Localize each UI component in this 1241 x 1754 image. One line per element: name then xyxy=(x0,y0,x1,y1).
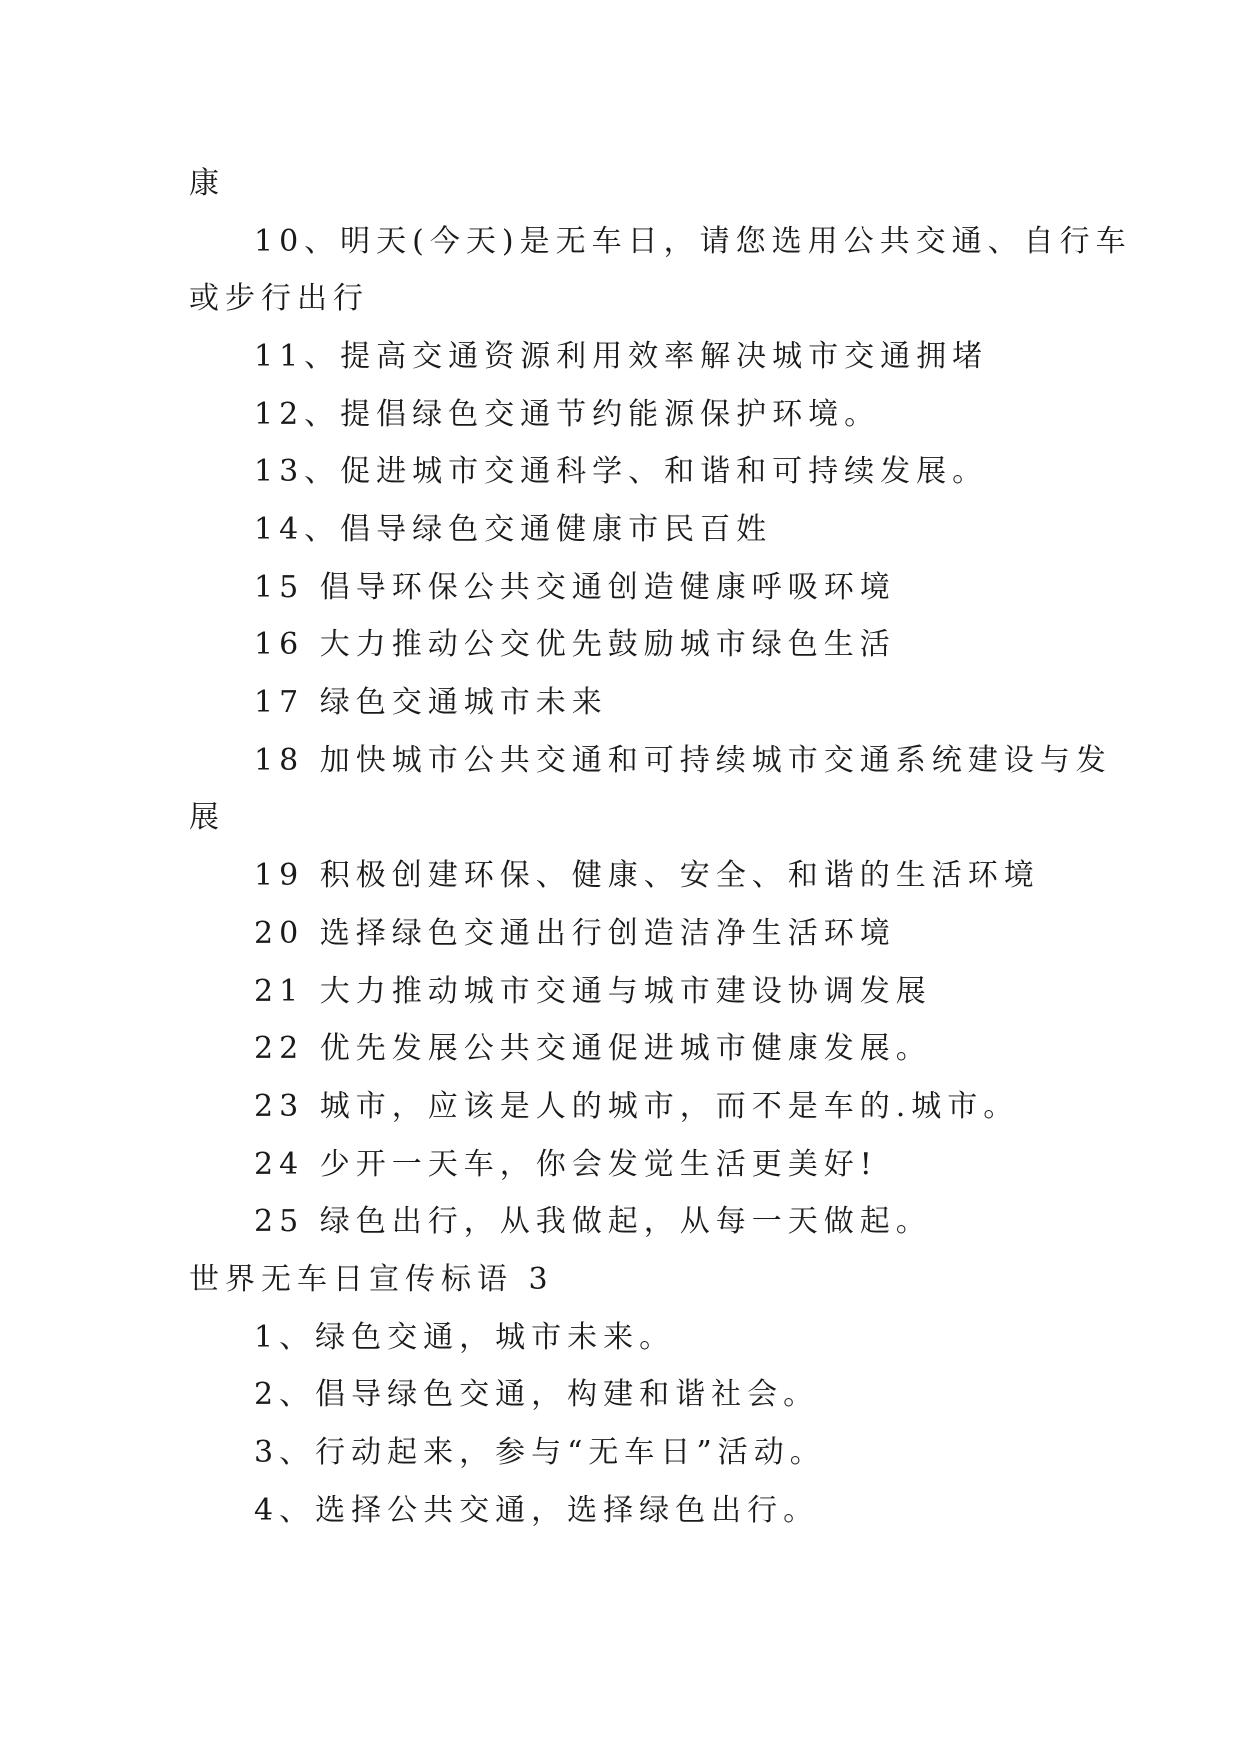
slogan-item-21: 21 大力推动城市交通与城市建设协调发展 xyxy=(254,974,932,1009)
slogan-item-12: 12、提倡绿色交通节约能源保护环境。 xyxy=(254,397,881,432)
text-line: 康 xyxy=(189,166,225,201)
slogan-item-10: 10、明天(今天)是无车日，请您选用公共交通、自行车 xyxy=(254,224,1132,259)
slogan-item-13: 13、促进城市交通科学、和谐和可持续发展。 xyxy=(254,454,989,489)
slogan-item-16: 16 大力推动公交优先鼓励城市绿色生活 xyxy=(254,627,896,662)
slogan-item-18: 18 加快城市公共交通和可持续城市交通系统建设与发 xyxy=(254,743,1112,778)
slogan-item-3: 3、行动起来，参与“无车日”活动。 xyxy=(254,1435,826,1470)
slogan-item-11: 11、提高交通资源利用效率解决城市交通拥堵 xyxy=(254,339,989,374)
slogan-item-22: 22 优先发展公共交通促进城市健康发展。 xyxy=(254,1031,932,1066)
slogan-item-24: 24 少开一天车，你会发觉生活更美好! xyxy=(254,1147,878,1182)
slogan-item-20: 20 选择绿色交通出行创造洁净生活环境 xyxy=(254,916,896,951)
slogan-item-4: 4、选择公共交通，选择绿色出行。 xyxy=(254,1493,820,1528)
slogan-item-1: 1、绿色交通，城市未来。 xyxy=(254,1320,676,1355)
slogan-item-15: 15 倡导环保公共交通创造健康呼吸环境 xyxy=(254,570,896,605)
slogan-item-14: 14、倡导绿色交通健康市民百姓 xyxy=(254,512,773,547)
slogan-item-25: 25 绿色出行，从我做起，从每一天做起。 xyxy=(254,1204,932,1239)
text-line: 展 xyxy=(189,800,225,835)
text-line: 或步行出行 xyxy=(189,281,369,316)
section-heading: 世界无车日宣传标语 3 xyxy=(189,1262,554,1297)
slogan-item-19: 19 积极创建环保、健康、安全、和谐的生活环境 xyxy=(254,858,1040,893)
slogan-item-17: 17 绿色交通城市未来 xyxy=(254,685,608,720)
slogan-item-23: 23 城市，应该是人的城市，而不是车的.城市。 xyxy=(254,1089,1020,1124)
slogan-item-2: 2、倡导绿色交通，构建和谐社会。 xyxy=(254,1377,820,1412)
